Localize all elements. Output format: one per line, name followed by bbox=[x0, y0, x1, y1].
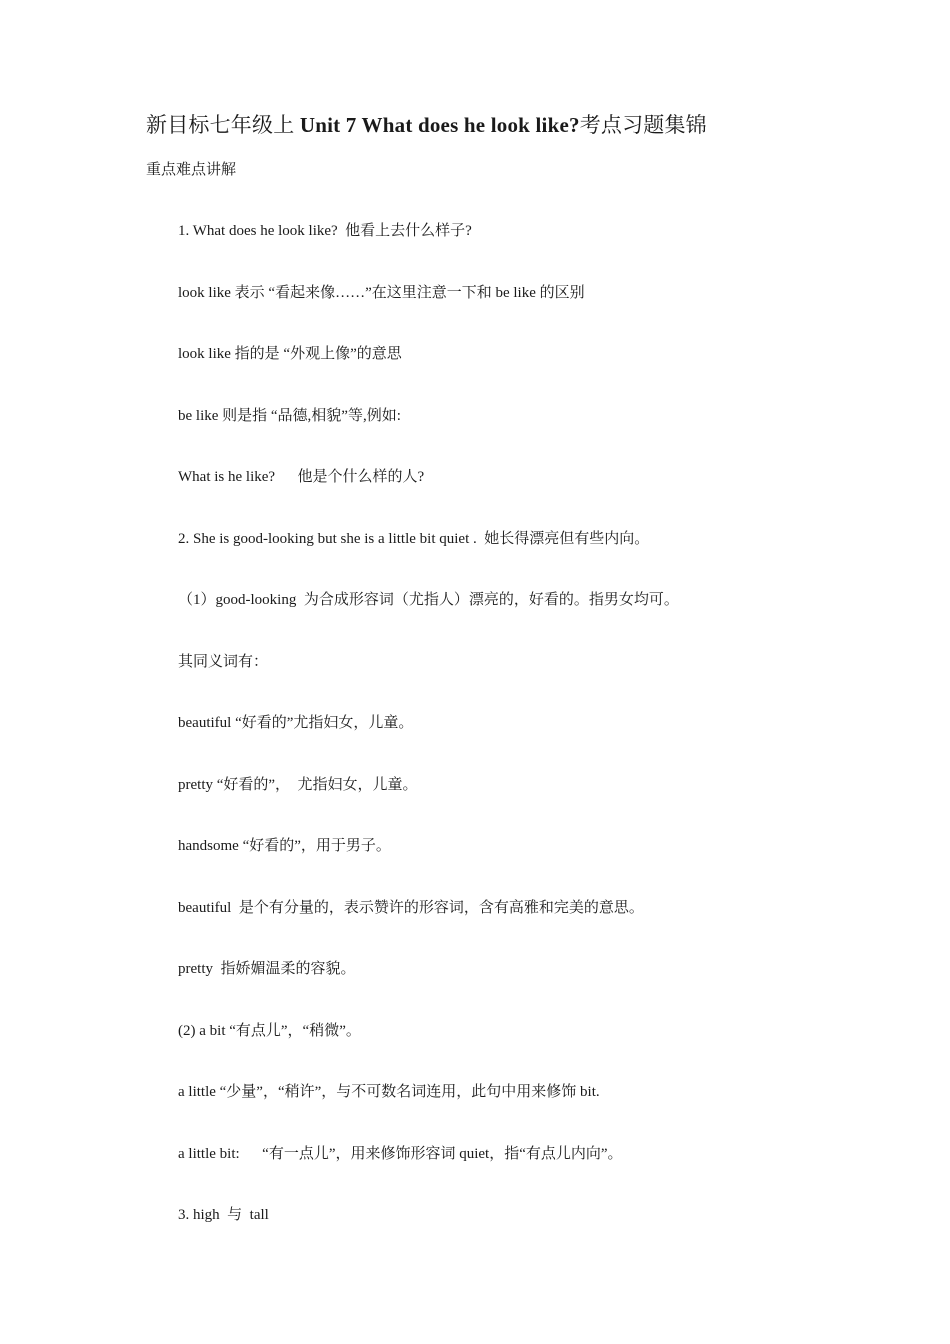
content-line: look like 表示 “看起来像……”在这里注意一下和 be like 的区别 bbox=[178, 284, 585, 301]
content-lines bbox=[178, 220, 918, 1266]
content-line: beautiful “好看的”尤指妇女，儿童。 bbox=[178, 715, 414, 731]
content-line: pretty “好看的”， 尤指妇女，儿童。 bbox=[178, 776, 418, 793]
document-title bbox=[146, 110, 707, 140]
content-line: beautiful 是个有分量的，表示赞许的形容词，含有高雅和完美的意思。 bbox=[178, 899, 644, 916]
section-heading: 重点难点讲解 bbox=[146, 162, 237, 178]
title-prefix: 新目标七年级上 bbox=[146, 113, 300, 137]
content-line: pretty 指娇媚温柔的容貌。 bbox=[178, 961, 356, 977]
content-line: (2) a bit “有点儿”，“稍微”。 bbox=[178, 1022, 361, 1039]
content-line: 3. high 与 tall bbox=[178, 1207, 269, 1223]
content-line: be like 则是指 “品德,相貌”等,例如: bbox=[178, 407, 401, 424]
content-line: 2. She is good-looking but she is a little bit quiet . 她长得漂亮但有些内向。 bbox=[178, 530, 650, 547]
title-unit: Unit 7 What does he look like? bbox=[299, 113, 580, 137]
title-suffix: 考点习题集锦 bbox=[579, 113, 707, 137]
content-line: handsome “好看的”，用于男子。 bbox=[178, 838, 391, 854]
content-line: What is he like? 他是个什么样的人? bbox=[178, 469, 425, 485]
content-line: （1）good-looking 为合成形容词（尤指人）漂亮的，好看的。指男女均可。 bbox=[178, 592, 679, 608]
content-line: a little bit: “有一点儿”，用来修饰形容词 quiet，指“有点儿内向”。 bbox=[178, 1145, 623, 1162]
content-line: look like 指的是 “外观上像”的意思 bbox=[178, 346, 402, 362]
content-line: a little “少量”，“稍许”，与不可数名词连用，此句中用来修饰 bit. bbox=[178, 1084, 600, 1100]
content-line: 其同义词有： bbox=[178, 653, 269, 670]
content-line: 1. What does he look like? 他看上去什么样子? bbox=[178, 223, 472, 239]
